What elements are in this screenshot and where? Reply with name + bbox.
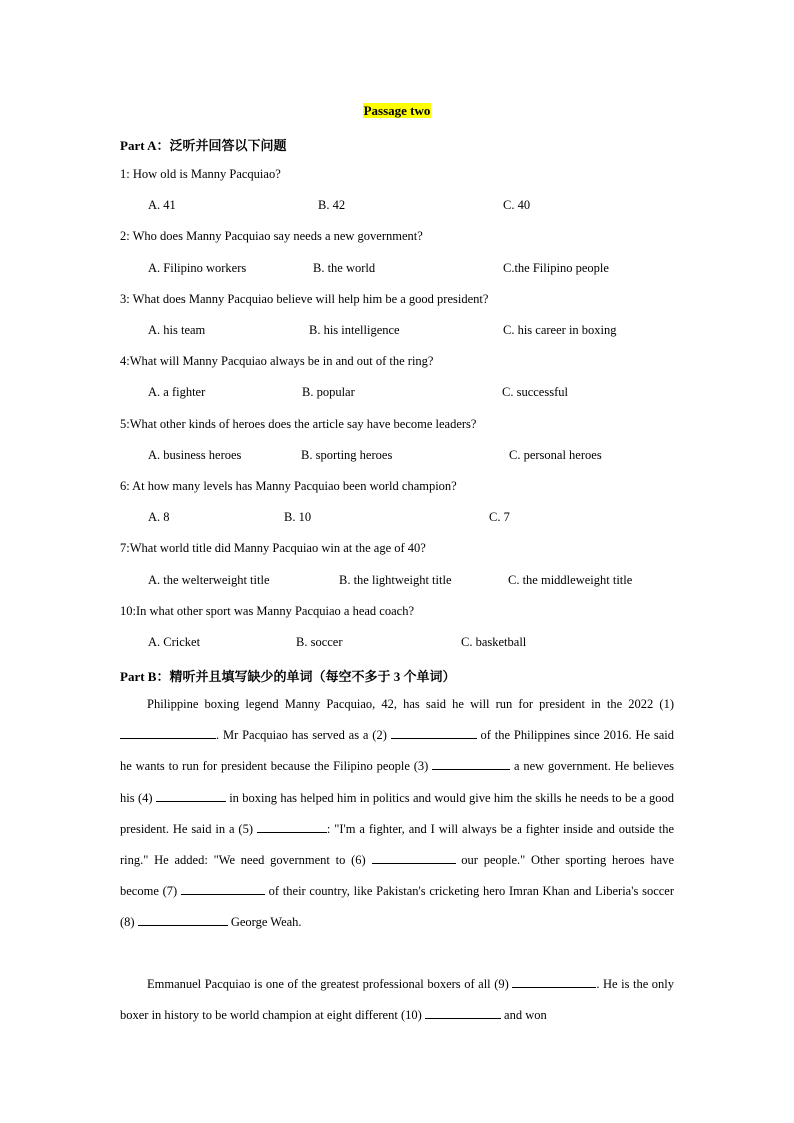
blank-4[interactable] (156, 789, 226, 802)
q7-option-b: B. the lightweight title (339, 573, 452, 587)
question-1: 1: How old is Manny Pacquiao? (120, 167, 281, 181)
p1-text: George Weah. (227, 915, 302, 930)
q1-option-c: C. 40 (503, 198, 531, 212)
question-4: 4:What will Manny Pacquiao always be in and out of the ring? (120, 354, 434, 368)
blank-8[interactable] (138, 913, 228, 926)
q2-option-a: A. Filipino workers (148, 261, 247, 275)
question-7: 7:What world title did Manny Pacquiao win at the age of 40? (120, 541, 426, 555)
q5-option-c: C. personal heroes (509, 448, 602, 462)
q1-option-a: A. 41 (148, 198, 176, 212)
blank-4-label: (4) (137, 790, 153, 805)
q10-option-a: A. Cricket (148, 635, 201, 649)
passage-title-text: Passage two (363, 103, 431, 118)
p1-text: . Mr Pacquiao has served as a (216, 728, 373, 743)
q5-option-a: A. business heroes (148, 448, 242, 462)
q4-option-a: A. a fighter (148, 385, 206, 399)
passage-title (0, 103, 794, 119)
p1-text: a new government. He believes his (120, 759, 674, 805)
question-5: 5:What other kinds of heroes does the article say have become leaders? (120, 417, 477, 431)
blank-1-label: (1) (659, 697, 674, 711)
q7-option-c: C. the middleweight title (508, 573, 633, 587)
question-6: 6: At how many levels has Manny Pacquiao been world champion? (120, 479, 457, 493)
p1-text: in boxing has helped him in politics and would give him the skills he needs to be a good president. He said in a (120, 790, 674, 836)
q6-option-a: A. 8 (148, 510, 170, 524)
part-a-heading: Part A：泛听并回答以下问题 (120, 138, 287, 153)
p1-text: of their country, like Pakistan's cricketing hero Imran Khan and Liberia's soccer (264, 884, 674, 899)
part-b-heading: Part B：精听并且填写缺少的单词（每空不多于 3 个单词） (120, 669, 456, 684)
p2-text: and won (500, 1008, 547, 1023)
blank-7[interactable] (181, 882, 265, 895)
q6-option-c: C. 7 (489, 510, 510, 524)
question-10: 10:In what other sport was Manny Pacquiao a head coach? (120, 604, 415, 618)
blank-1[interactable] (120, 726, 216, 739)
q5-option-b: B. sporting heroes (301, 448, 393, 462)
p1-text: our people." Other sporting heroes have become (120, 853, 674, 899)
blank-3[interactable] (432, 757, 510, 770)
question-2: 2: Who does Manny Pacquiao say needs a new government? (120, 229, 423, 243)
q7-option-a: A. the welterweight title (148, 573, 270, 587)
p1-text: : "I'm a fighter, and I will always be a fighter inside and outside the ring." He added: "We need government to (120, 821, 674, 868)
question-3: 3: What does Manny Pacquiao believe will help him be a good president? (120, 292, 489, 306)
blank-6[interactable] (372, 851, 456, 864)
blank-10[interactable] (425, 1006, 501, 1019)
p1-text: of the Philippines since 2016. He said he wants to run for president because the Filipino people (120, 728, 675, 774)
p1-text: Philippine boxing legend Manny Pacquiao, 42, has said he will run for president in the 2022 (147, 697, 660, 711)
q6-option-b: B. 10 (284, 510, 312, 524)
paragraph-2 (120, 969, 674, 1031)
q2-option-c: C.the Filipino people (503, 261, 609, 275)
q3-option-a: A. his team (148, 323, 206, 337)
q1-option-b: B. 42 (318, 198, 346, 212)
q2-option-b: B. the world (313, 261, 376, 275)
blank-5-label: (5) (238, 821, 253, 836)
blank-2-label: (2) (372, 728, 387, 743)
paragraph-1 (120, 689, 674, 939)
blank-2[interactable] (391, 726, 477, 739)
blank-9-label: (9) (494, 977, 509, 991)
q4-option-c: C. successful (502, 385, 568, 399)
p2-text: . He is the only boxer in history to be world champion at eight different (120, 977, 675, 1023)
p2-text: Emmanuel Pacquiao is one of the greatest professional boxers of all (147, 977, 495, 991)
blank-8-label: (8) (120, 915, 135, 930)
q10-option-c: C. basketball (461, 635, 527, 649)
q3-option-c: C. his career in boxing (503, 323, 617, 337)
blank-5[interactable] (257, 820, 327, 833)
blank-10-label: (10) (400, 1008, 422, 1023)
blank-6-label: (6) (351, 853, 366, 868)
q3-option-b: B. his intelligence (309, 323, 400, 337)
blank-3-label: (3) (413, 759, 429, 774)
blank-7-label: (7) (162, 884, 178, 899)
blank-9[interactable] (512, 975, 596, 988)
q4-option-b: B. popular (302, 385, 355, 399)
q10-option-b: B. soccer (296, 635, 343, 649)
